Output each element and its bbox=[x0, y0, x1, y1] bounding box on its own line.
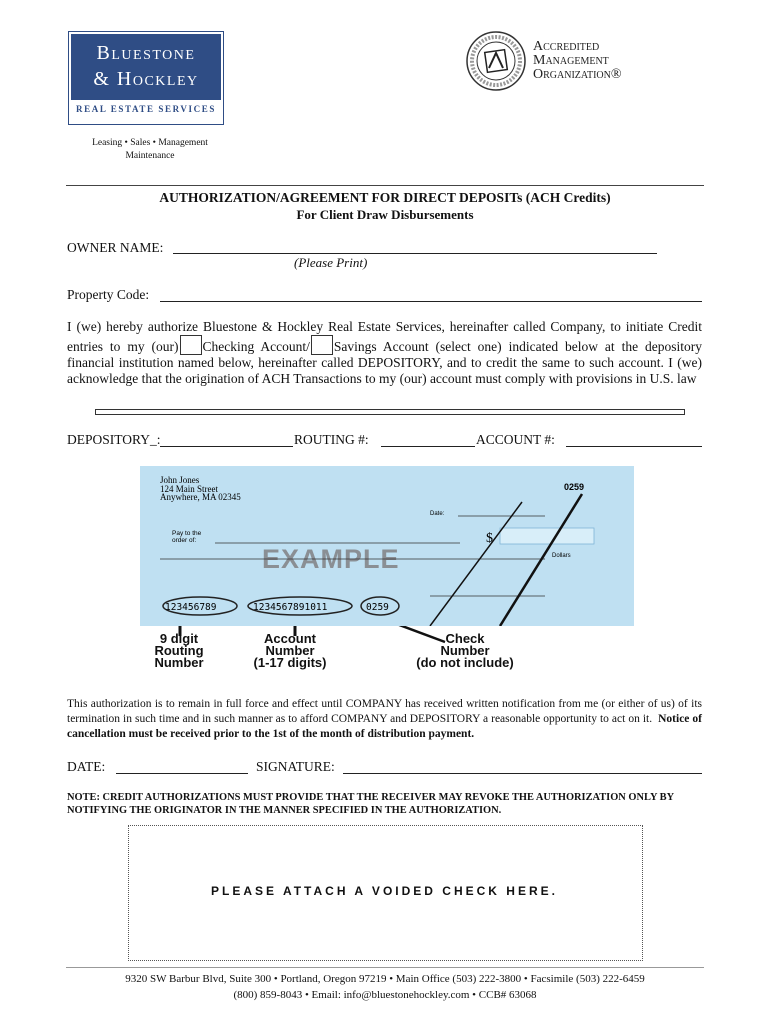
example-check bbox=[140, 466, 634, 626]
tagline bbox=[60, 137, 240, 163]
depository-field[interactable] bbox=[160, 445, 293, 447]
form-title: AUTHORIZATION/AGREEMENT FOR DIRECT DEPOSITs (ACH Credits) bbox=[159, 190, 611, 205]
check-pay-label-1: Pay to the bbox=[172, 530, 202, 537]
owner-name-label: OWNER NAME: bbox=[67, 240, 164, 255]
logo-line-1: Bluestone bbox=[96, 42, 196, 64]
checking-checkbox[interactable] bbox=[180, 335, 202, 355]
property-code-field[interactable] bbox=[160, 300, 702, 302]
checking-label: Checking Account/ bbox=[202, 339, 310, 354]
owner-name-field[interactable] bbox=[173, 252, 657, 254]
authorization-paragraph bbox=[67, 319, 702, 387]
authorization-text-2: Savings Account (select one) indicated below at the depository financial institution named below, hereinafter called DEPOSITORY, and to credit the same to such account. I (we) acknowledge that the origination of ACH Transactions to my (our) account must comply with provisions in U.S. law bbox=[67, 339, 702, 386]
terms-text: This authorization is to remain in full force and effect until COMPANY has received written notification from me (or either of us) of its termination in such time and in such manner as to afford COMPANY and DEPOSITORY a reasonable opportunity to act on it. bbox=[67, 698, 702, 725]
section-divider bbox=[95, 409, 685, 415]
depository-label: DEPOSITORY_: bbox=[67, 432, 161, 447]
amo-line-3: Organization® bbox=[533, 67, 622, 82]
account-field[interactable] bbox=[566, 445, 702, 447]
company-logo bbox=[68, 31, 224, 125]
callout-routing-line-1: 9 digit bbox=[159, 631, 199, 646]
account-label: ACCOUNT #: bbox=[476, 432, 555, 447]
check-dollar-sign: $ bbox=[486, 531, 493, 546]
check-dollars-label: Dollars bbox=[552, 553, 571, 559]
callout-routing-line-2: Routing bbox=[154, 643, 204, 658]
check-name: John Jones bbox=[160, 475, 200, 485]
header-divider bbox=[66, 185, 704, 186]
check-micr-number: 0259 bbox=[366, 602, 389, 613]
check-routing-number: 123456789 bbox=[165, 602, 217, 613]
callout-check bbox=[402, 633, 528, 669]
callout-account-line-2: Number bbox=[265, 643, 315, 658]
savings-checkbox[interactable] bbox=[311, 335, 333, 355]
tagline-line-2: Maintenance bbox=[125, 151, 175, 161]
amo-line-1: Accredited bbox=[533, 39, 600, 54]
signature-label: SIGNATURE: bbox=[256, 759, 335, 774]
check-street: 124 Main Street bbox=[160, 484, 218, 494]
owner-name-hint: (Please Print) bbox=[294, 255, 368, 270]
terms-paragraph bbox=[67, 697, 702, 742]
attach-instruction: PLEASE ATTACH A VOIDED CHECK HERE. bbox=[211, 884, 558, 898]
logo-line-3: REAL ESTATE SERVICES bbox=[76, 104, 216, 114]
logo-line-2: & Hockley bbox=[93, 68, 199, 90]
signature-field[interactable] bbox=[343, 772, 702, 774]
check-top-number: 0259 bbox=[564, 482, 585, 492]
check-city: Anywhere, MA 02345 bbox=[160, 492, 241, 502]
date-field[interactable] bbox=[116, 772, 248, 774]
footer-contact: (800) 859-8043 • Email: info@bluestonehockley.com • CCB# 63068 bbox=[233, 989, 537, 1001]
routing-label: ROUTING #: bbox=[294, 432, 369, 447]
footer-divider bbox=[66, 967, 704, 968]
note-text: NOTE: CREDIT AUTHORIZATIONS MUST PROVIDE THAT THE RECEIVER MAY REVOKE THE AUTHORIZATION ONLY BY NOTIFYING THE ORIGINATOR IN THE MANNER SPECIFIED IN THE AUTHORIZATION. bbox=[67, 792, 674, 816]
callout-check-line-1: Check bbox=[445, 631, 485, 646]
check-date-label: Date: bbox=[430, 511, 445, 517]
tagline-line-1: Leasing • Sales • Management bbox=[92, 138, 208, 148]
callout-account-line-1: Account bbox=[264, 631, 316, 646]
date-label: DATE: bbox=[67, 759, 106, 774]
check-pay-label-2: order of: bbox=[172, 537, 197, 544]
check-account-number: 1234567891011 bbox=[253, 602, 328, 613]
property-code-label: Property Code: bbox=[67, 287, 150, 302]
callout-account bbox=[235, 633, 345, 669]
logo-banner bbox=[71, 34, 221, 100]
footer-address: 9320 SW Barbur Blvd, Suite 300 • Portland, Oregon 97219 • Main Office (503) 222-3800 • Facsimile (503) 222-6459 bbox=[125, 973, 645, 985]
callout-check-line-3: (do not include) bbox=[416, 655, 514, 670]
routing-field[interactable] bbox=[381, 445, 475, 447]
amo-text bbox=[533, 40, 622, 82]
check-watermark: EXAMPLE bbox=[262, 544, 400, 574]
authorization-text-1: I (we) hereby authorize Bluestone & Hockley Real Estate Services, hereinafter called Company, to initiate Credit entries to my (our) bbox=[67, 319, 702, 354]
amo-seal-icon bbox=[465, 30, 527, 92]
amo-line-2: Management bbox=[533, 53, 609, 68]
callout-routing-line-3: Number bbox=[154, 655, 204, 670]
callout-routing bbox=[140, 633, 218, 669]
terms-bold: Notice of cancellation must be received prior to the 1st of the month of distribution payment. bbox=[67, 713, 702, 740]
callout-account-line-3: (1-17 digits) bbox=[253, 655, 327, 670]
callout-check-line-2: Number bbox=[440, 643, 490, 658]
form-subtitle: For Client Draw Disbursements bbox=[296, 207, 474, 222]
